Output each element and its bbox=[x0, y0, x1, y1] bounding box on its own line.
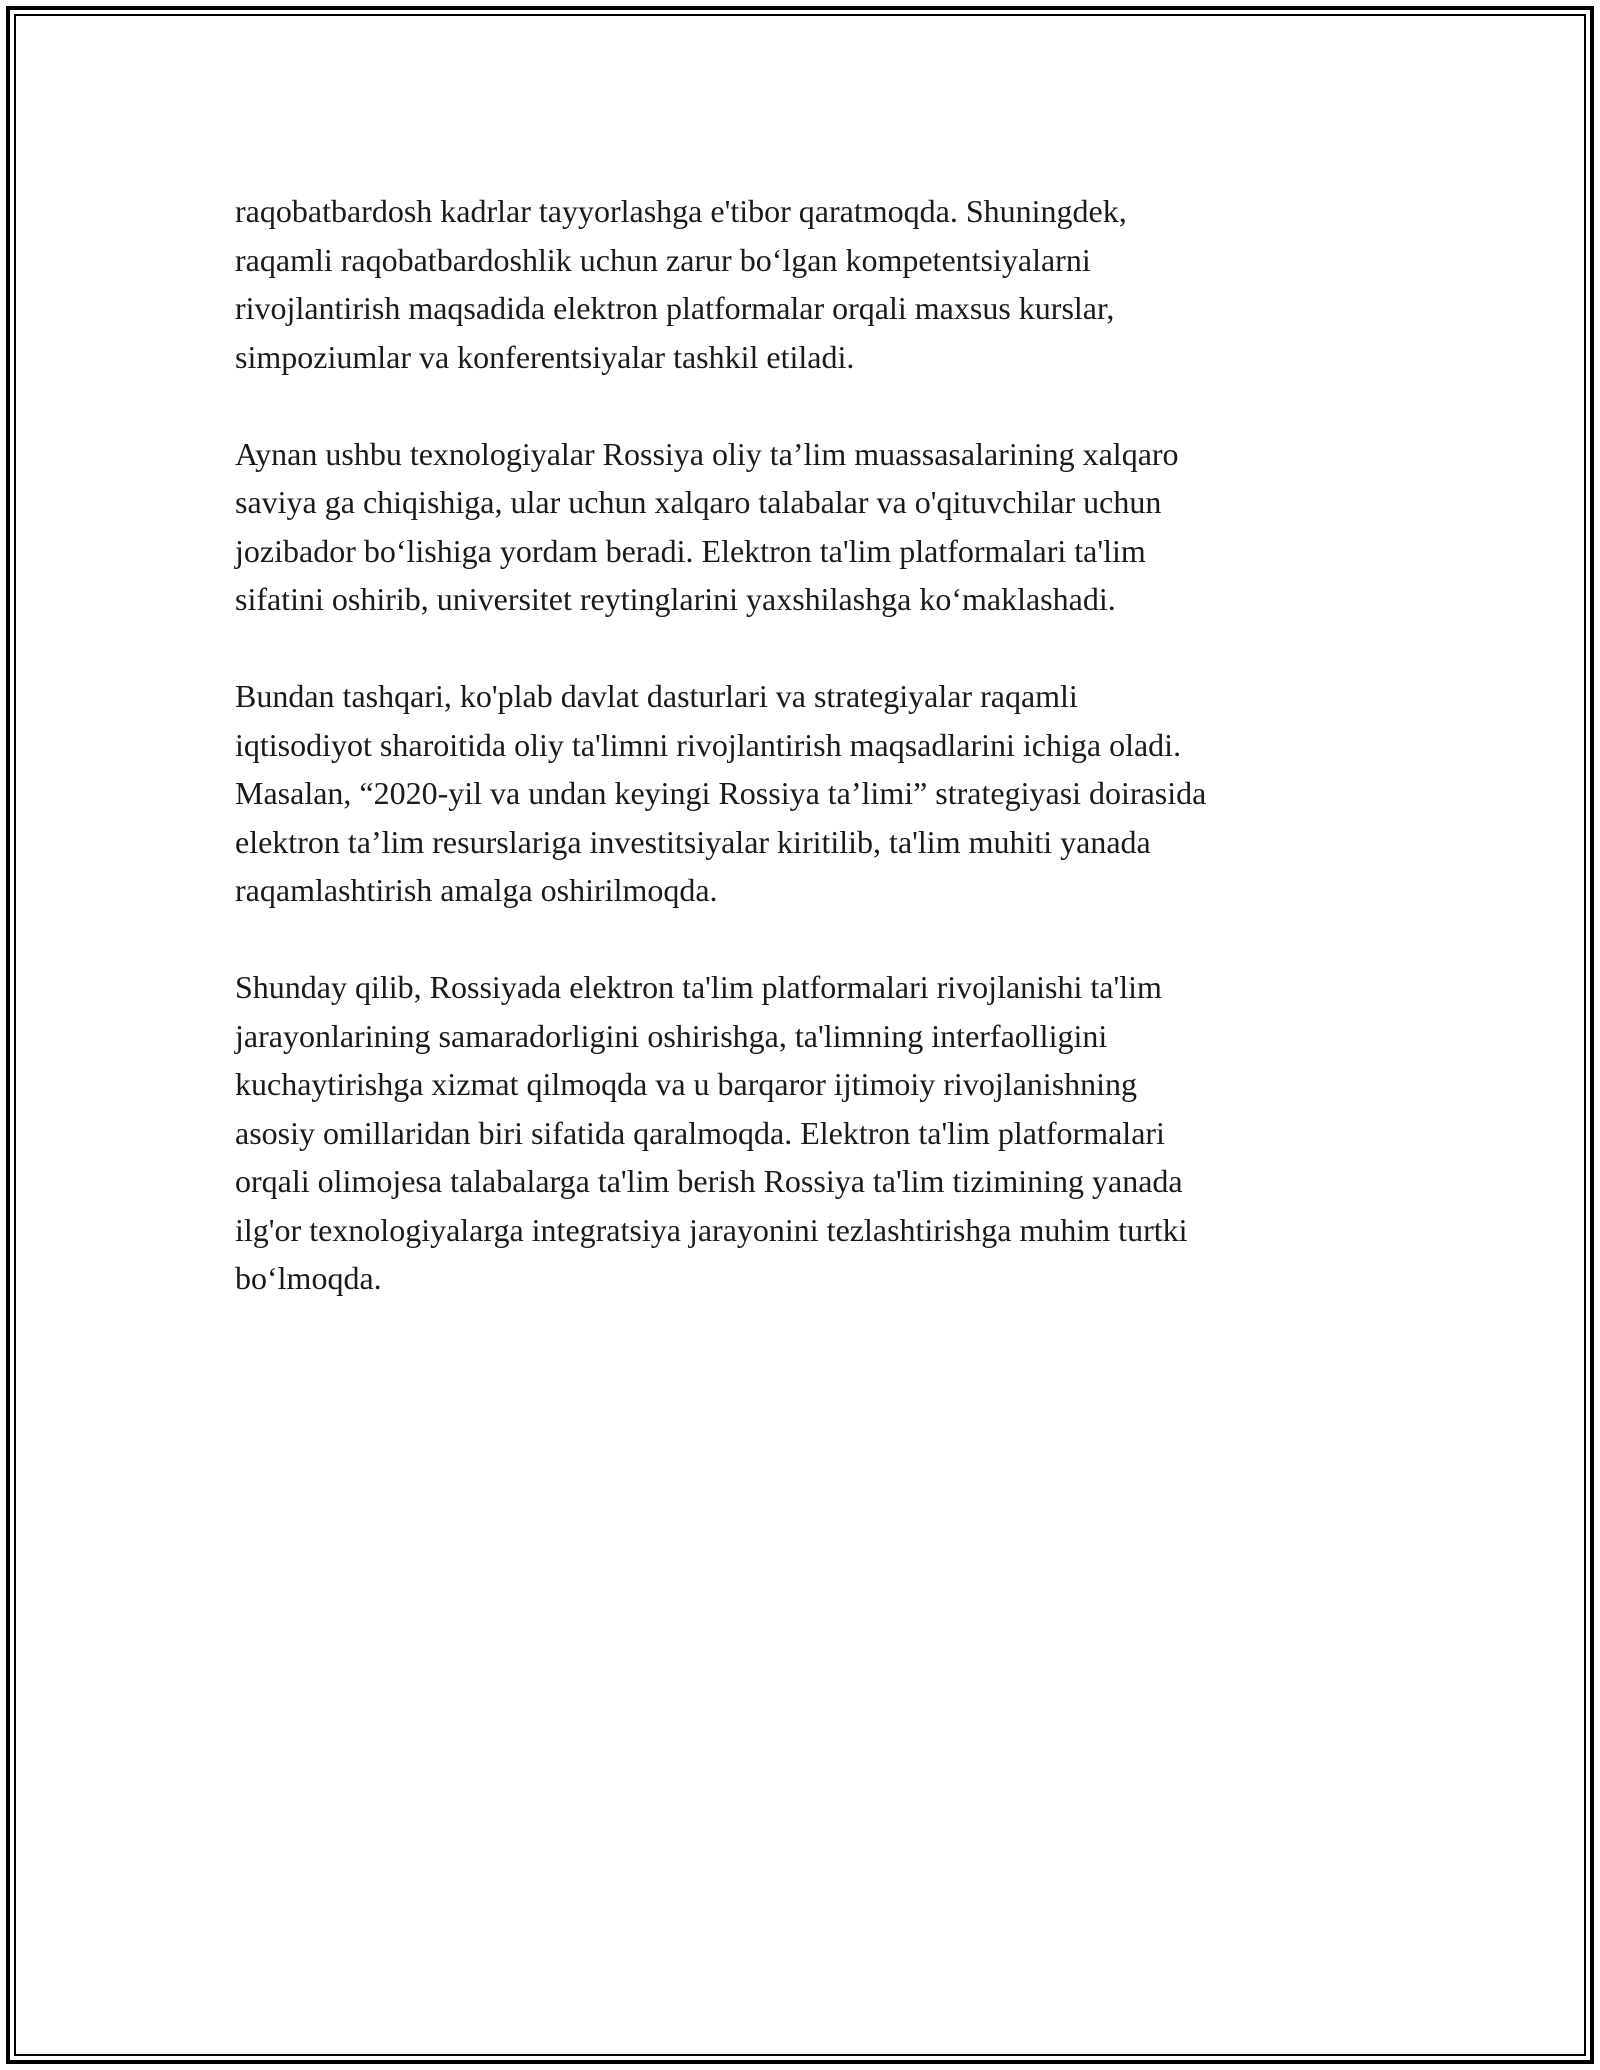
text-line: jarayonlarining samaradorligini oshirishga, ta'limning interfaolligini bbox=[235, 1017, 1108, 1054]
text-line: Shunday qilib, Rossiyada elektron ta'lim platformalari rivojlanishi ta'lim bbox=[235, 969, 1162, 1005]
text-line: saviya ga chiqishiga, ular uchun xalqaro talabalar va o'qituvchilar uchun bbox=[235, 484, 1162, 520]
text-line: bo‘lmoqda. bbox=[235, 1260, 382, 1296]
text-line: simpoziumlar va konferentsiyalar tashkil etiladi. bbox=[235, 338, 855, 375]
text-line: jozibador bo‘lishiga yordam beradi. Elektron ta'lim platformalari ta'lim bbox=[235, 532, 1146, 569]
paragraph bbox=[235, 187, 1365, 381]
document-body bbox=[235, 187, 1365, 1351]
text-line: Masalan, “2020-yil va undan keyingi Rossiya ta’limi” strategiyasi doirasida bbox=[235, 775, 1207, 811]
text-line: rivojlantirish maqsadida elektron platformalar orqali maxsus kurslar, bbox=[235, 290, 1115, 326]
text-line: Bundan tashqari, ko'plab davlat dasturlari va strategiyalar raqamli bbox=[235, 678, 1078, 714]
text-line: raqamli raqobatbardoshlik uchun zarur bo‘lgan kompetentsiyalarni bbox=[235, 241, 1091, 278]
text-line: kuchaytirishga xizmat qilmoqda va u barqaror ijtimoiy rivojlanishning bbox=[235, 1066, 1138, 1102]
text-line: asosiy omillaridan biri sifatida qaralmoqda. Elektron ta'lim platformalari bbox=[235, 1114, 1165, 1151]
paragraph bbox=[235, 672, 1365, 915]
paragraph bbox=[235, 430, 1365, 624]
text-line: iqtisodiyot sharoitida oliy ta'limni rivojlantirish maqsadlarini ichiga oladi. bbox=[235, 726, 1182, 763]
text-line: elektron ta’lim resurslariga investitsiyalar kiritilib, ta'lim muhiti yanada bbox=[235, 823, 1151, 860]
text-line: sifatini oshirib, universitet reytinglarini yaxshilashga ko‘maklashadi. bbox=[235, 581, 1116, 617]
paragraph bbox=[235, 963, 1365, 1303]
text-line: raqobatbardosh kadrlar tayyorlashga e'tibor qaratmoqda. Shuningdek, bbox=[235, 193, 1127, 229]
text-line: Aynan ushbu texnologiyalar Rossiya oliy ta’lim muassasalarining xalqaro bbox=[235, 435, 1179, 472]
text-line: orqali olimojesa talabalarga ta'lim berish Rossiya ta'lim tizimining yanada bbox=[235, 1163, 1183, 1199]
text-line: ilg'or texnologiyalarga integratsiya jarayonini tezlashtirishga muhim turtki bbox=[235, 1211, 1188, 1248]
text-line: raqamlashtirish amalga oshirilmoqda. bbox=[235, 872, 718, 908]
